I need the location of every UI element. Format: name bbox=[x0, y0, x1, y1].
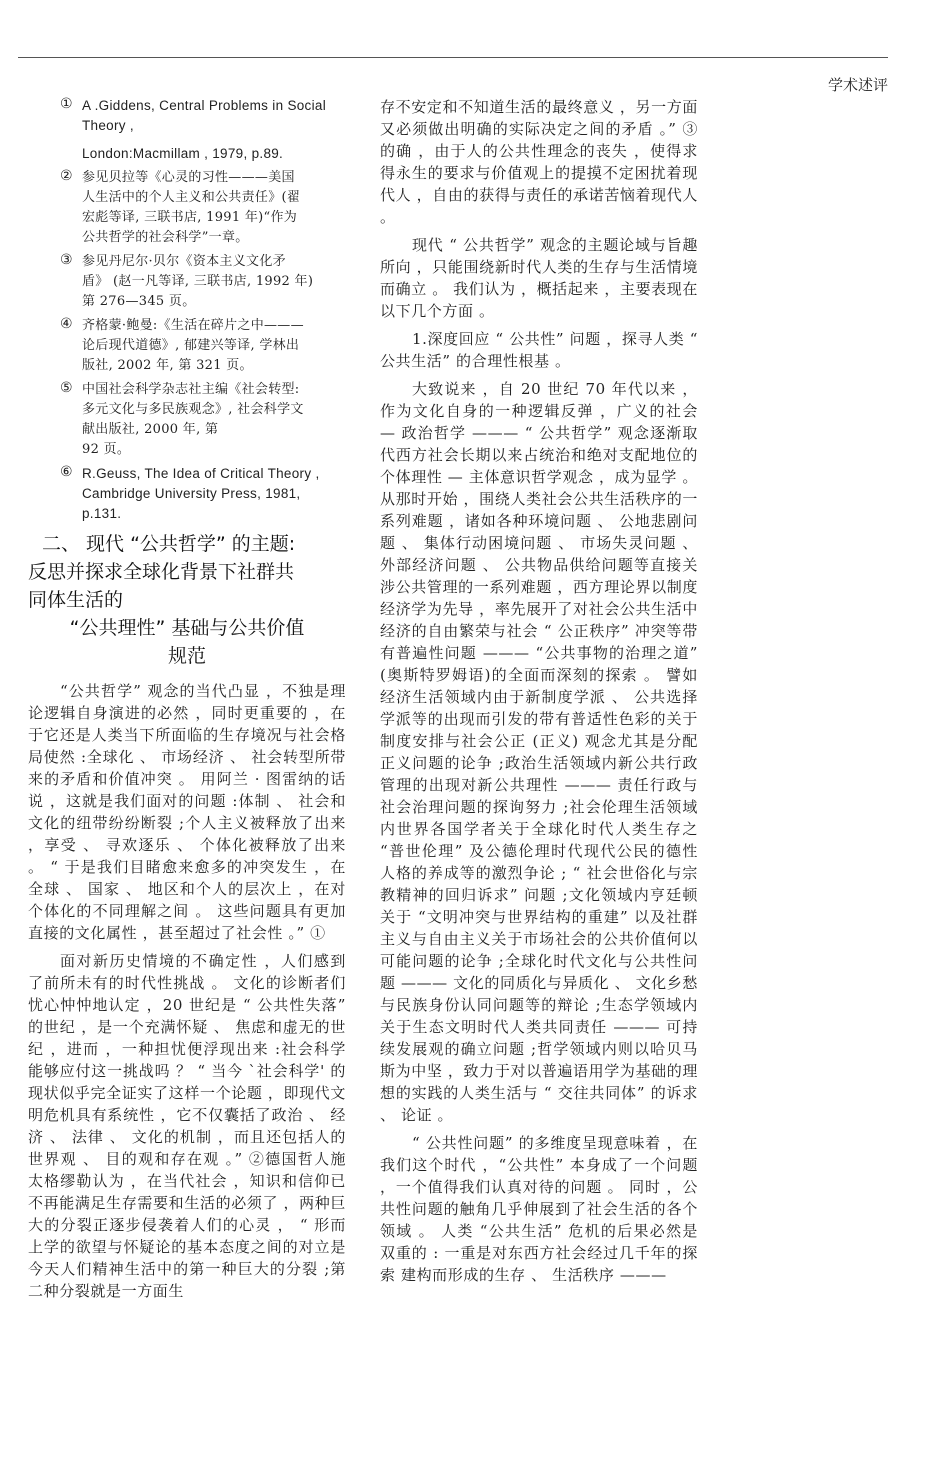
footnote-line: 盾》 (赵一凡等译, 三联书店, 1992 年) bbox=[82, 274, 314, 289]
footnote-line: Cambridge University Press, 1981, bbox=[82, 486, 301, 501]
footnote bbox=[28, 380, 346, 460]
footnote-line: 版社, 2002 年, 第 321 页。 bbox=[82, 358, 253, 373]
header-rule bbox=[18, 57, 888, 58]
footnote-line: 论后现代道德》, 郁建兴等译, 学林出 bbox=[82, 338, 300, 353]
body-paragraph: “ 公共性问题” 的多维度呈现意味着 ，在我们这个时代 ，“公共性” 本身成了一个问题 ，一个值得我们认真对待的问题 。 同时 ，公共性问题的触角几乎伸展到了社会生活的各个领域 。 人类 “公共生活” 危机的后果必然是双重的 : 一重是对东西方社会经过几千年的探索 建构而形成的生存 、 生活秩序 ——— bbox=[380, 1134, 698, 1284]
footnote-line: 92 页。 bbox=[82, 442, 131, 457]
heading-line: 同体生活的 bbox=[28, 589, 124, 611]
body-paragraph: 大致说来 ，自 20 世纪 70 年代以来 ，作为文化自身的一种逻辑反弹 ，广义的社会 — 政治哲学 ——— “ 公共哲学” 观念逐渐取代西方社会长期以来占统治和绝对支配地位的个体理性 — 主体意识哲学观念 ，成为显学 。 从那时开始 ，围绕人类社会公共生活秩序的一系列难题 ，诸如各种环境问题 、 公地悲剧问题 、 集体行动困境问题 、 市场失灵问题 、 外部经济问题 、 公共物品供给问题等直接关涉公共管理的一系列难题 ，西方理论界以制度经济学为先导 ，率先展开了对社会公共生活中经济的自由繁荣与社会 “ 公正秩序” 冲突等带有普遍性问题 ——— “公共事物的治理之道” (奥斯特罗姆语)的全面而深刻的探索 。 譬如经济生活领域内由于新制度学派 、 公共选择学派等的出现而引发的带有普适性色彩的关于制度安排与社会公正 (正义) 观念尤其是分配正义问题的论争 ;政治生活领域内新公共行政管理的出现对新公共理性 ——— 责任行政与社会治理问题的探询努力 ;社会伦理生活领域内世界各国学者关于全球化时代人类生存之 “普世伦理” 及公德伦理时代现代公民的德性人格的养成等的激烈争论 ; “ 社会世俗化与宗教精神的回归诉求” 问题 ;文化领域内亨廷顿关于 “文明冲突与世界结构的重建” 以及社群主义与自由主义关于市场社会的公共价值何以可能问题的论争 ;全球化时代文化与公共性问题 ——— 文化的同质化与异质化 、 文化乡愁与民族身份认同问题等的辩论 ;生态学领域内关于生态文明时代人类共同责任 ——— 可持续发展观的确立问题 ;哲学领域内则以哈贝马斯为中坚 ，致力于对以普遍语用学为基础的理想的实践的人类生活与 “ 交往共同体” 的诉求 、 论证 。 bbox=[380, 380, 698, 1124]
footnote-line: R.Geuss, The Idea of Critical Theory , bbox=[82, 466, 320, 481]
footnote-line: 公共哲学的社会科学”一章。 bbox=[82, 230, 249, 245]
section-label: 学术述评 bbox=[827, 76, 888, 94]
footnote-number: ⑥ bbox=[60, 464, 73, 480]
footnote-number: ⑤ bbox=[60, 380, 73, 396]
footnote-line: 参见贝拉等《心灵的习性———美国 bbox=[82, 170, 295, 185]
footnote-line: London:Macmillam , 1979, p.89. bbox=[82, 146, 284, 161]
heading-line: 规范 bbox=[167, 645, 206, 667]
footnote bbox=[28, 316, 346, 376]
body-paragraph: 面对新历史情境的不确定性 ，人们感到了前所未有的时代性挑战 。 文化的诊断者们忧心忡忡地认定 ，20 世纪是 “ 公共性失落” 的世纪 ，是一个充满怀疑 、 焦虑和虚无的世纪 ，进而 ，一种担忧便浮现出来 :社会科学能够应付这一挑战吗 ？ “ 当今 `社会科学' 的现状似乎完全证实了这样一个论题 ，即现代文明危机具有系统性 ，它不仅囊括了政治 、 经济 、 法律 、 文化的机制 ，而且还包括人的世界观 、 目的观和存在观 。” ②德国哲人施太格缪勒认为 ，在当代社会 ，知识和信仰已不再能满足生存需要和生活的必须了 ，两种巨大的分裂正逐步侵袭着人们的心灵 ， “ 形而上学的欲望与怀疑论的基本态度之间的对立是今天人们精神生活中的第一种巨大的分裂 ;第二种分裂就是一方面生 bbox=[28, 952, 346, 1300]
footnote bbox=[28, 464, 346, 524]
footnotes bbox=[28, 96, 346, 524]
subheading: 1.深度回应 “ 公共性” 问题 ，探寻人类 “ 公共生活” 的合理性根基 。 bbox=[380, 330, 698, 370]
footnote-line: 第 276—345 页。 bbox=[82, 294, 196, 309]
footnote-number: ④ bbox=[60, 316, 73, 332]
footnote-line: 多元文化与多民族观念》, 社会科学文 bbox=[82, 402, 304, 417]
left-column bbox=[28, 96, 346, 1308]
footnote-line: 中国社会科学杂志社主编《社会转型: bbox=[82, 382, 300, 397]
heading-line: 反思并探求全球化背景下社群共 bbox=[28, 561, 295, 583]
footnote-line: 参见丹尼尔·贝尔《资本主义文化矛 bbox=[82, 254, 286, 269]
body-paragraph: 存不安定和不知道生活的最终意义 ，另一方面又必须做出明确的实际决定之间的矛盾 。” ③的确 ，由于人的公共性理念的丧失 ，使得求得永生的要求与价值观上的提摸不定困扰着现代人 ，自由的获得与责任的承诺苦恼着现代人 。 bbox=[380, 98, 698, 226]
footnote-number: ② bbox=[60, 168, 73, 184]
footnote-number: ③ bbox=[60, 252, 73, 268]
body-paragraph: “公共哲学” 观念的当代凸显 ，不独是理论逻辑自身演进的必然 ，同时更重要的 ，在于它还是人类当下所面临的生存境况与社会格局使然 :全球化 、 市场经济 、 社会转型所带来的矛盾和价值冲突 。 用阿兰 · 图雷纳的话说 ，这就是我们面对的问题 :体制 、 社会和文化的纽带纷纷断裂 ;个人主义被释放了出来 ，享受 、 寻欢逐乐 、 个体化被释放了出来 。 “ 于是我们目睹愈来愈多的冲突发生 ，在全球 、 国家 、 地区和个人的层次上 ，在对个体化的不同理解之间 。 这些问题具有更加直接的文化属性 ，甚至超过了社会性 。” ① bbox=[28, 682, 346, 942]
footnote-line: 献出版社, 2000 年, 第 bbox=[82, 422, 219, 437]
heading-line: 二、 现代 “公共哲学” 的主题: bbox=[42, 533, 296, 555]
footnote-number: ① bbox=[60, 96, 73, 112]
heading-line: “公共理性” 基础与公共价值 bbox=[69, 617, 305, 639]
footnote-line: 人生活中的个人主义和公共责任》(翟 bbox=[82, 190, 301, 205]
footnote-line: p.131. bbox=[82, 506, 122, 521]
section-heading bbox=[28, 530, 346, 670]
footnote bbox=[28, 96, 346, 164]
body-paragraph: 现代 “ 公共哲学” 观念的主题论域与旨趣所向 ，只能围绕新时代人类的生存与生活情境而确立 。 我们认为 ，概括起来 ，主要表现在以下几个方面 。 bbox=[380, 236, 698, 320]
footnote-line: A .Giddens, Central Problems in Social bbox=[82, 98, 327, 113]
footnote-line: Theory , bbox=[82, 118, 134, 133]
footnote-line: 齐格蒙·鲍曼:《生活在碎片之中——— bbox=[82, 318, 304, 333]
right-column bbox=[380, 96, 698, 1292]
footnote bbox=[28, 252, 346, 312]
footnote bbox=[28, 168, 346, 248]
footnote-line: 宏彪等译, 三联书店, 1991 年)“作为 bbox=[82, 210, 298, 225]
